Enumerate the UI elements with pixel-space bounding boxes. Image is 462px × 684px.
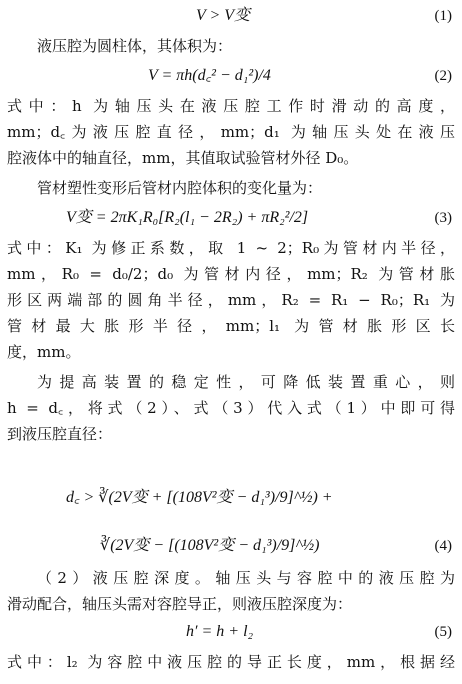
equation-2: V = πh(d꜀² − d₁²)/4 bbox=[148, 67, 271, 84]
text-line: mm，R₀ = d₀/2；d₀ 为管材内径，mm；R₂ 为管材胀 bbox=[7, 265, 455, 283]
paragraph-cylinder-volume: 液压腔为圆柱体，其体积为： bbox=[37, 37, 233, 55]
equation-4-line-1: d꜀ > ∛(2V变 + [(108V²变 − d₁³)/9]^½) + bbox=[66, 489, 333, 506]
text-line: （2）液压腔深度。轴压头与容腔中的液压腔为 bbox=[37, 569, 455, 587]
text-line: mm；d꜀为液压腔直径，mm；d₁ 为轴压头处在液压 bbox=[7, 123, 455, 141]
equation-5-number: (5) bbox=[434, 624, 452, 640]
text-line: h = d꜀，将式（2）、式（3）代入式（1）中即可得 bbox=[7, 399, 455, 417]
paragraph-volume-change: 管材塑性变形后管材内腔体积的变化量为： bbox=[37, 179, 323, 197]
equation-5: h′ = h + l₂ bbox=[186, 623, 254, 640]
equation-1-number: (1) bbox=[434, 8, 452, 24]
text-line: 式中：K₁ 为修正系数，取 1 ~ 2；R₀为管材内半径， bbox=[7, 239, 455, 257]
text-line: 腔液体中的轴直径，mm，其值取试验管材外径 D₀。 bbox=[7, 149, 359, 167]
text-line: 度，mm。 bbox=[7, 343, 81, 361]
text-line: 到液压腔直径： bbox=[7, 425, 113, 443]
text-line: 式中：l₂ 为容腔中液压腔的导正长度，mm，根据经 bbox=[7, 653, 455, 671]
equation-4-number: (4) bbox=[434, 538, 452, 554]
equation-2-number: (2) bbox=[434, 68, 452, 84]
equation-3-number: (3) bbox=[434, 210, 452, 226]
equation-4-line-2: ∛(2V变 − [(108V²变 − d₁³)/9]^½) bbox=[100, 537, 320, 554]
text-line: 式中：h 为轴压头在液压腔工作时滑动的高度， bbox=[7, 97, 455, 115]
text-line: 为提高装置的稳定性，可降低装置重心，则 bbox=[37, 373, 455, 391]
text-line: 滑动配合，轴压头需对容腔导正，则液压腔深度为： bbox=[7, 595, 353, 613]
equation-3: V变 = 2πK₁R₀[R₂(l₁ − 2R₂) + πR₂²/2] bbox=[66, 209, 309, 226]
text-line: 形区两端部的圆角半径，mm，R₂ = R₁ − R₀；R₁ 为 bbox=[7, 291, 455, 309]
equation-1: V > V变 bbox=[196, 7, 251, 24]
text-line: 管材最大胀形半径，mm；l₁ 为管材胀形区长 bbox=[7, 317, 455, 335]
